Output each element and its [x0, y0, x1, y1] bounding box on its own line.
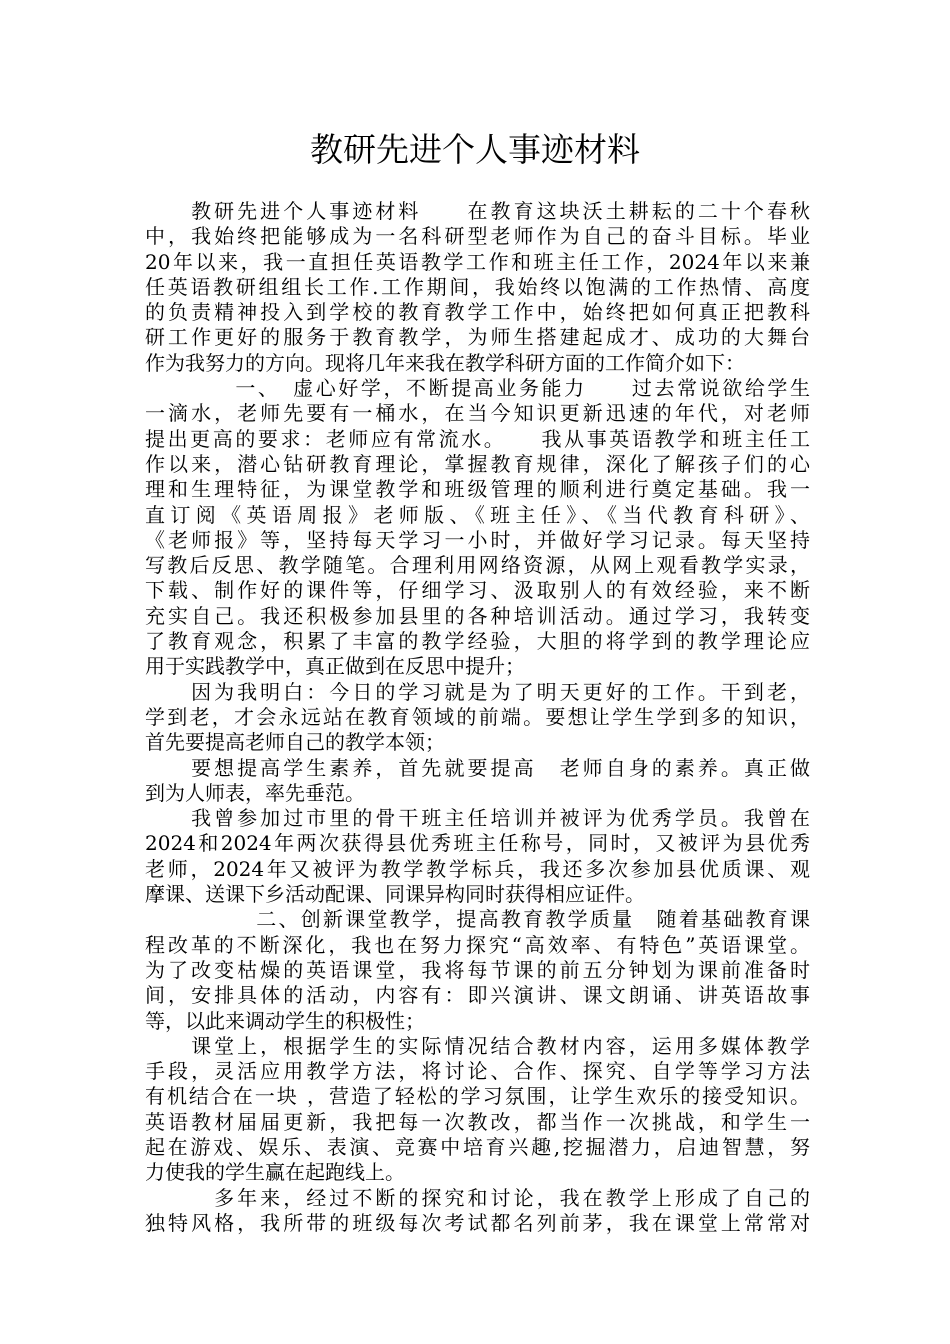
- body-text-line: 力使我的学生赢在起跑线上。: [145, 1160, 405, 1185]
- body-text-line: 作以来，潜心钻研教育理论，掌握教育规律，深化了解孩子们的心: [145, 451, 810, 476]
- body-text-line: 到为人师表，率先垂范。: [145, 780, 365, 805]
- body-text-line: 起在游戏、娱乐、表演、竞赛中培育兴趣,挖掘潜力，启迪智慧，努: [145, 1134, 810, 1159]
- body-text-line: 多年来，经过不断的探究和讨论，我在教学上形成了自己的: [145, 1185, 810, 1210]
- body-text-line: 写教后反思、教学随笔。合理利用网络资源，从网上观看教学实录，: [145, 553, 810, 578]
- body-text-line: 为了改变枯燥的英语课堂，我将每节课的前五分钟划为课前准备时: [145, 957, 810, 982]
- body-text-line: 间，安排具体的活动，内容有：即兴演讲、课文朗诵、讲英语故事: [145, 983, 810, 1008]
- body-text-line: 2024和2024年两次获得县优秀班主任称号，同时，又被评为县优秀: [145, 831, 810, 856]
- body-text-line: 充实自己。我还积极参加县里的各种培训活动。通过学习，我转变: [145, 603, 810, 628]
- body-text-line: 教研先进个人事迹材料 在教育这块沃土耕耘的二十个春秋: [145, 199, 810, 223]
- body-text-line: 首先要提高老师自己的教学本领；: [145, 730, 445, 755]
- body-text-line: 作为我努力的方向。现将几年来我在教学科研方面的工作简介如下：: [145, 350, 745, 375]
- body-text-line: 等，以此来调动学生的积极性；: [145, 1008, 425, 1033]
- body-text-line: 独特风格，我所带的班级每次考试都名列前茅，我在课堂上常常对: [145, 1210, 810, 1235]
- body-text-line: 课堂上，根据学生的实际情况结合教材内容，运用多媒体教学: [145, 1033, 810, 1058]
- body-text-line: 一滴水，老师先要有一桶水，在当今知识更新迅速的年代，对老师: [145, 401, 810, 426]
- body-text-line: 20年以来，我一直担任英语教学工作和班主任工作，2024年以来兼: [145, 249, 810, 274]
- body-text-line: 任英语教研组组长工作.工作期间，我始终以饱满的工作热情、高度: [145, 274, 810, 299]
- body-text-line: 手段，灵活应用教学方法，将讨论、合作、探究、自学等学习方法: [145, 1059, 810, 1084]
- body-text-line: 下载、制作好的课件等，仔细学习、汲取别人的有效经验，来不断: [145, 578, 810, 603]
- body-text-line: 英语教材届届更新，我把每一次教改，都当作一次挑战，和学生一: [145, 1109, 810, 1134]
- body-text-line: 学到老，才会永远站在教育领域的前端。要想让学生学到多的知识，: [145, 704, 810, 729]
- body-text-line: 中，我始终把能够成为一名科研型老师作为自己的奋斗目标。毕业: [145, 224, 810, 249]
- body-text-line: 了教育观念，积累了丰富的教学经验，大胆的将学到的教学理论应: [145, 629, 810, 654]
- body-text-line: 《老师报》等，坚持每天学习一小时，并做好学习记录。每天坚持: [145, 527, 810, 552]
- body-text-line: 摩课、送课下乡活动配课、同课异构同时获得相应证件。: [145, 882, 645, 907]
- document-body: [145, 199, 810, 1236]
- body-text-line: 二、创新课堂教学，提高教育教学质量 随着基础教育课: [145, 907, 810, 932]
- body-text-line: 研工作更好的服务于教育教学，为师生搭建起成才、成功的大舞台: [145, 325, 810, 350]
- body-text-line: 提出更高的要求：老师应有常流水。 我从事英语教学和班主任工: [145, 426, 810, 451]
- body-text-line: 的负责精神投入到学校的教育教学工作中，始终把如何真正把教科: [145, 300, 810, 325]
- body-text-line: 用于实践教学中，真正做到在反思中提升；: [145, 654, 525, 679]
- body-text-line: 程改革的不断深化，我也在努力探究“高效率、有特色”英语课堂。: [145, 932, 810, 957]
- body-text-line: 一、 虚心好学，不断提高业务能力 过去常说欲给学生: [145, 376, 810, 401]
- document-title: 教研先进个人事迹材料: [310, 130, 640, 169]
- body-text-line: 直订阅《英语周报》老师版、《班主任》、《当代教育科研》、: [145, 502, 810, 527]
- body-text-line: 我曾参加过市里的骨干班主任培训并被评为优秀学员。我曾在: [145, 806, 810, 831]
- body-text-line: 老师，2024年又被评为教学教学标兵，我还多次参加县优质课、观: [145, 856, 810, 881]
- body-text-line: 理和生理特征，为课堂教学和班级管理的顺利进行奠定基础。我一: [145, 477, 810, 502]
- body-text-line: 要想提高学生素养，首先就要提高 老师自身的素养。真正做: [145, 755, 810, 780]
- body-text-line: 因为我明白：今日的学习就是为了明天更好的工作。干到老，: [145, 679, 810, 704]
- body-text-line: 有机结合在一块 ，营造了轻松的学习氛围，让学生欢乐的接受知识。: [145, 1084, 810, 1109]
